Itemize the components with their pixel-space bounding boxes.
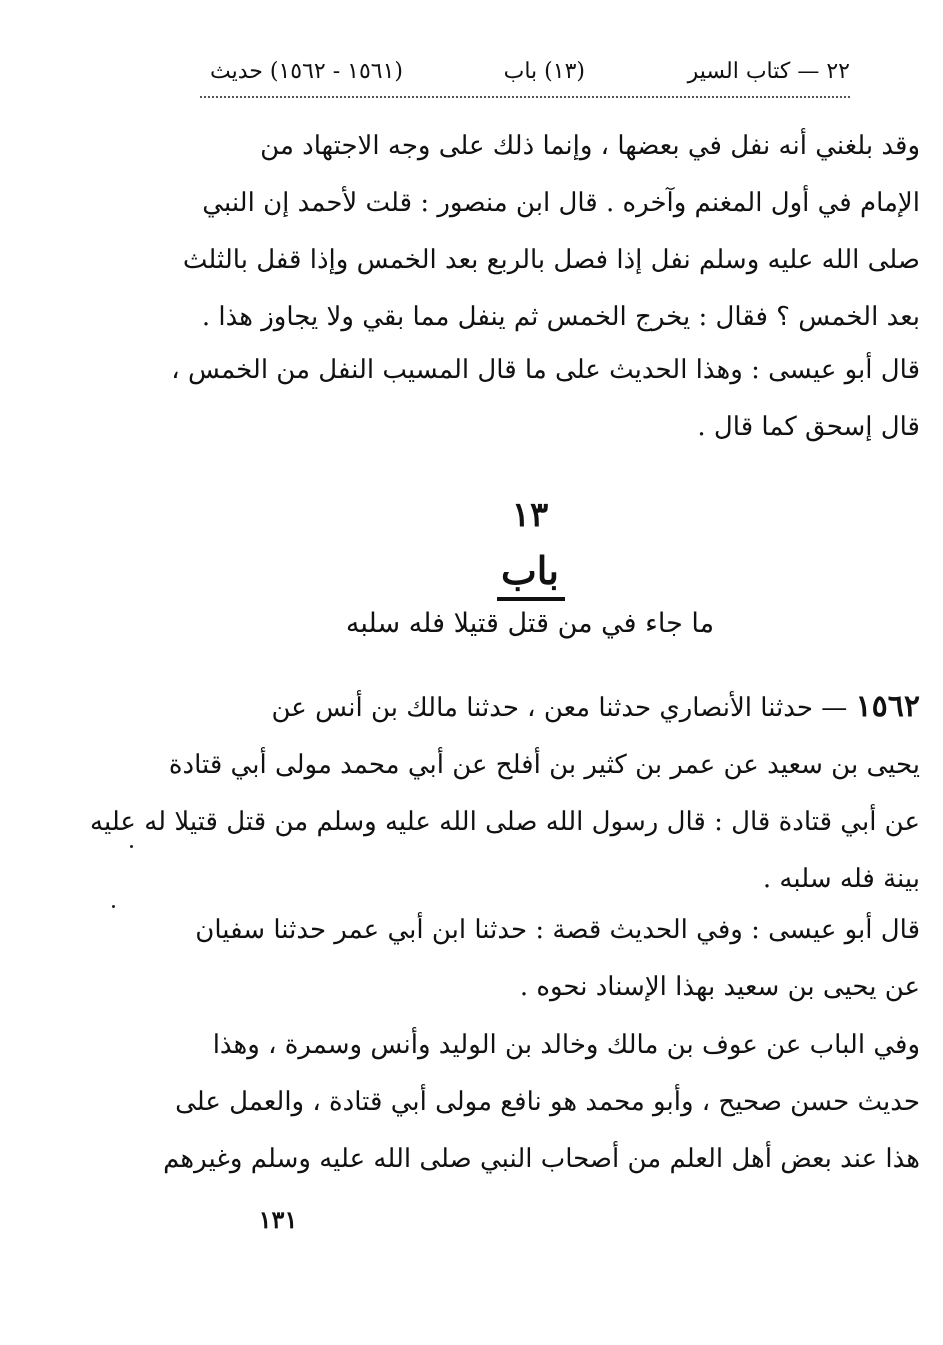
text-line: يحيى بن سعيد عن عمر بن كثير بن أفلح عن أبي محمد مولى أبي قتادة	[168, 750, 920, 780]
text-line: بعد الخمس ؟ فقال : يخرج الخمس ثم ينفل مما بقي ولا يجاوز هذا .	[201, 302, 920, 332]
scan-speck	[130, 845, 133, 848]
header-chapter: (١٣) باب	[503, 59, 585, 84]
text-line: حديث حسن صحيح ، وأبو محمد هو نافع مولى أبي قتادة ، والعمل على	[175, 1087, 920, 1117]
text-line: وفي الباب عن عوف بن مالك وخالد بن الوليد وأنس وسمرة ، وهذا	[212, 1030, 920, 1060]
text-line: هذا عند بعض أهل العلم من أصحاب النبي صلى الله عليه وسلم وغيرهم	[163, 1144, 920, 1174]
note-paragraph	[195, 902, 920, 1016]
header-hadith-range: (١٥٦١ - ١٥٦٢) حديث	[210, 59, 403, 84]
hadith-paragraph	[90, 678, 920, 908]
text-line: عن أبي قتادة قال : قال رسول الله صلى الله عليه وسلم من قتل قتيلا له عليه	[90, 807, 920, 837]
chapter-title: ما جاء في من قتل قتيلا فله سلبه	[345, 608, 715, 639]
text-line: وقد بلغني أنه نفل في بعضها ، وإنما ذلك على وجه الاجتهاد من	[260, 131, 920, 161]
final-paragraph	[163, 1017, 920, 1188]
text-line: بينة فله سلبه .	[762, 864, 920, 894]
text-line: الإمام في أول المغنم وآخره . قال ابن منصور : قلت لأحمد إن النبي	[202, 188, 920, 218]
hadith-number: ١٥٦٢	[855, 689, 920, 724]
text-line: حدثنا الأنصاري حدثنا معن ، حدثنا مالك بن أنس عن	[271, 693, 814, 723]
chapter-number: ١٣	[511, 495, 549, 535]
scan-speck	[112, 905, 115, 908]
page-number: ١٣١	[258, 1205, 298, 1234]
header-divider	[200, 96, 850, 98]
hadith-dash: —	[813, 693, 856, 723]
header-book-title: ٢٢ — كتاب السير	[687, 59, 850, 84]
text-line: قال إسحق كما قال .	[697, 412, 920, 442]
chapter-underline	[497, 597, 565, 601]
text-line: قال أبو عيسى : وهذا الحديث على ما قال المسيب النفل من الخمس ،	[171, 355, 920, 385]
text-line: عن يحيى بن سعيد بهذا الإسناد نحوه .	[519, 972, 920, 1002]
hadith-first-line	[205, 678, 920, 737]
chapter-heading: باب	[501, 548, 559, 593]
abu-isa-paragraph	[171, 342, 920, 456]
text-line: قال أبو عيسى : وفي الحديث قصة : حدثنا ابن أبي عمر حدثنا سفيان	[195, 915, 920, 945]
top-paragraph	[182, 118, 920, 346]
running-header	[200, 52, 850, 92]
text-line: صلى الله عليه وسلم نفل إذا فصل بالربع بعد الخمس وإذا قفل بالثلث	[182, 245, 920, 275]
